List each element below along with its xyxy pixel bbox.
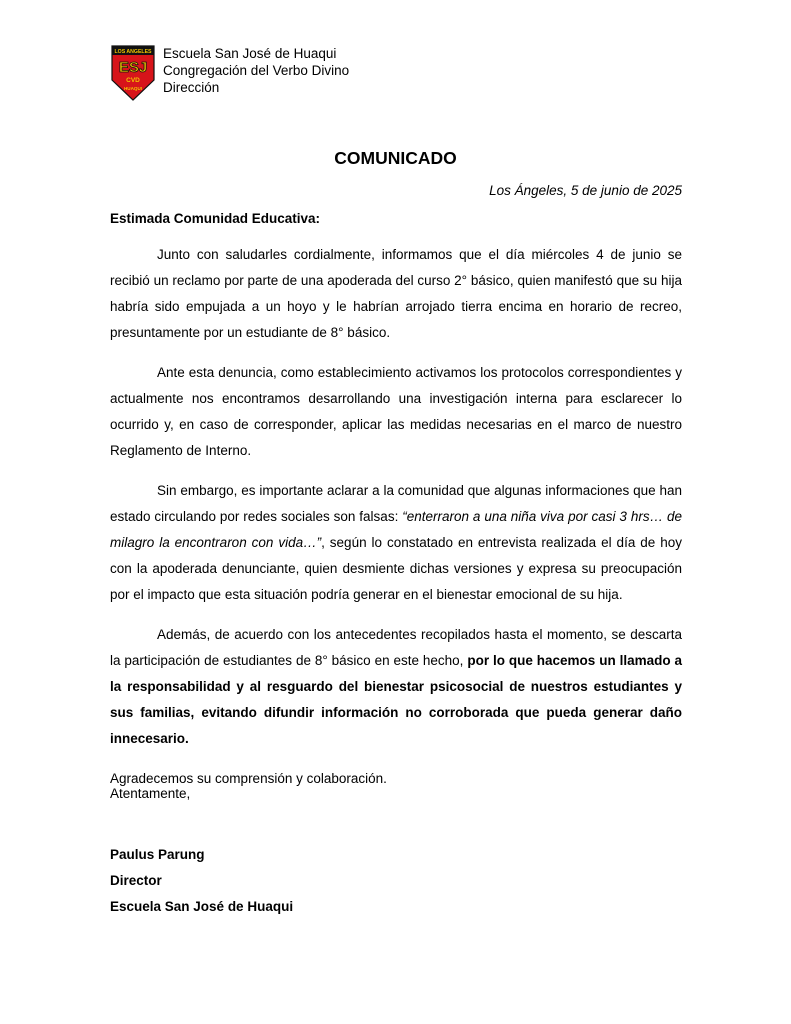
paragraph-4-call-to-action: por lo que hacemos un llamado a la responsabilidad y al resguardo del bienestar psicosocial de nuestros estudiantes y sus familias, evitando difundir información no corroborada que pueda generar daño innecesario. xyxy=(110,653,683,746)
department-name: Dirección xyxy=(163,80,220,95)
document-title: COMUNICADO xyxy=(334,148,457,168)
crest-monogram: ESJ xyxy=(118,59,148,76)
signatory-name: Paulus Parung xyxy=(110,847,205,862)
crest-top-text: LOS ANGELES xyxy=(114,48,152,55)
salutation: Estimada Comunidad Educativa: xyxy=(110,211,321,226)
paragraph-2: Ante esta denuncia, como establecimiento activamos los protocolos correspondientes y actualmente nos encontramos desarrollando una investigación interna para esclarecer lo ocurrido y, en caso de corresponder, aplicar las medidas necesarias en el marco de nuestro Reglamento de Interno. xyxy=(110,365,682,458)
congregation-name: Congregación del Verbo Divino xyxy=(163,63,350,78)
school-name: Escuela San José de Huaqui xyxy=(163,46,337,61)
paragraph-3-end: , según lo constatado en entrevista realizada el día de hoy con la apoderada denunciante, quien desmiente dichas versiones y expresa su preocupación por el impacto que esta situación podría generar en el bienestar emocional de su hija. xyxy=(110,535,682,602)
dateline: Los Ángeles, 5 de junio de 2025 xyxy=(489,183,682,198)
school-crest-icon xyxy=(110,44,156,102)
signature-block xyxy=(110,842,293,920)
paragraph-1: Junto con saludarles cordialmente, informamos que el día miércoles 4 de junio se recibió un reclamo por parte de una apoderada del curso 2° básico, quien manifestó que su hija habría sido empujada a un hoyo y le habrían arrojado tierra encima en horario de recreo, presuntamente por un estudiante de 8° básico. xyxy=(110,247,682,340)
paragraph-3 xyxy=(110,478,682,608)
signatory-role: Director xyxy=(110,873,162,888)
closing: Atentamente, xyxy=(110,786,191,801)
crest-bottom-text: HUAQUI xyxy=(123,86,143,91)
paragraph-3-start: Sin embargo, es importante aclarar a la comunidad que algunas informaciones que han estado circulando por redes sociales son falsas: xyxy=(110,483,682,524)
crest-lower-text: CVD xyxy=(126,77,140,84)
paragraph-4-start: Además, de acuerdo con los antecedentes recopilados hasta el momento, se descarta la participación de estudiantes de 8° básico en este hecho, xyxy=(110,627,682,668)
signatory-institution: Escuela San José de Huaqui xyxy=(110,899,294,914)
false-rumor-quote: “enterraron a una niña viva por casi 3 hrs… de milagro la encontraron con vida…” xyxy=(110,509,682,550)
paragraph-5: Agradecemos su comprensión y colaboración. xyxy=(110,771,387,786)
paragraph-4 xyxy=(110,622,682,752)
letterhead-text xyxy=(163,45,349,96)
letter-body xyxy=(110,242,682,806)
